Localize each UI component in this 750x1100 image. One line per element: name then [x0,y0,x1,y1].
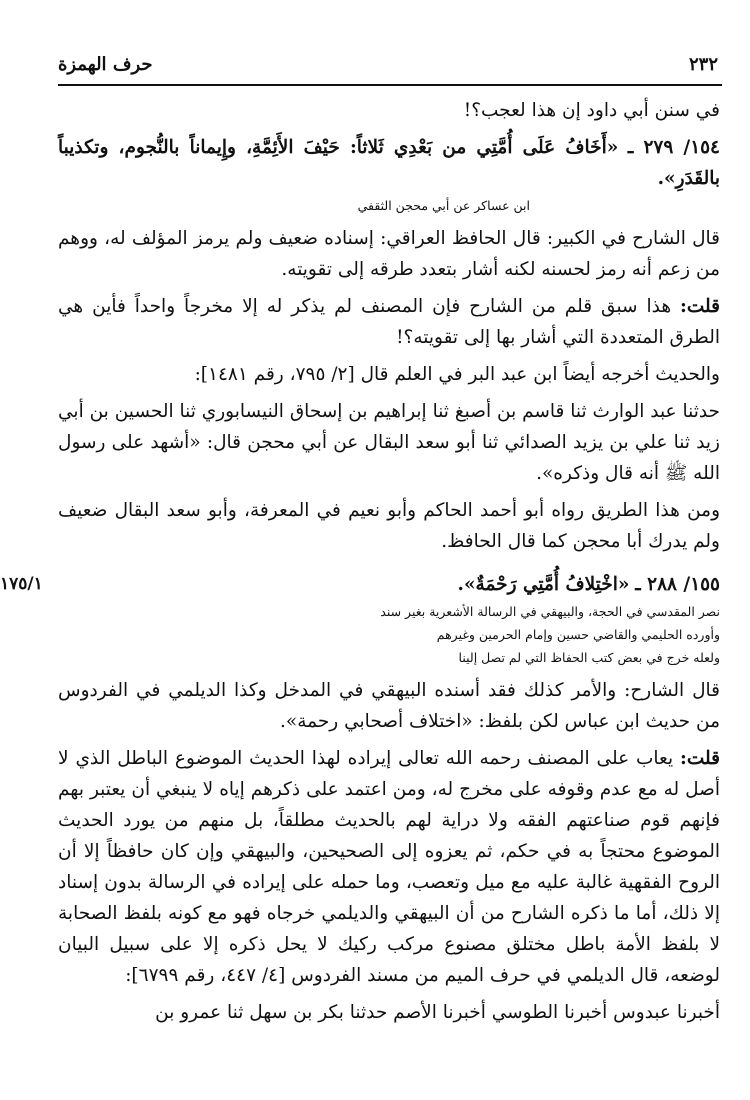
paragraph-isnad: أخبرنا عبدوس أخبرنا الطوسي أخبرنا الأصم حدثنا بكر بن سهل ثنا عمرو بن [155,1002,720,1023]
hadith-number: ١٥٥/ ٢٨٨ ـ [635,574,720,595]
hadith-source: وأورده الحليمي والقاضي حسين وإمام الحرمين وغيرهم [436,627,720,642]
page-body [0,95,720,1028]
hadith-number: ١٥٤/ ٢٧٩ ـ [627,137,720,158]
paragraph: في سنن أبي داود إن هذا لعجب؟! [463,100,720,121]
paragraph-comment [58,291,720,353]
paragraph-isnad: حدثنا عبد الوارث ثنا قاسم بن أصبغ ثنا إبراهيم بن إسحاق النيسابوري ثنا الحسين بن أبي زيد ثنا علي بن يزيد الصدائي ثنا أبو سعد البقال عن أبي محجن قال: «أشهد على رسول الله ﷺ أنه قال وذكره». [58,401,720,484]
hadith-entry-155 [0,569,720,600]
header-divider [58,84,722,86]
hadith-source: ابن عساكر عن أبي محجن الثقفي [357,198,530,213]
paragraph-comment [58,743,720,991]
comment-lead: قلت: [680,296,720,317]
hadith-text: «اخْتِلافُ أُمَّتِي رَحْمَةٌ». [457,574,630,595]
hadith-entry-154 [58,132,720,194]
page-number: ٢٣٢ [688,54,718,75]
hadith-source: ولعله خرج في بعض كتب الحفاظ التي لم تصل إلينا [458,650,720,665]
comment-text: يعاب على المصنف رحمه الله تعالى إيراده لهذا الحديث الموضوع الباطل الذي لا أصل له مع عدم وقوفه على مخرج له، ومن اعتمد على ذكرهم إياه لا ينبغي أن يعتبر بهم فإنهم قوم صناعتهم الفقه ولا دراية لهم بالحديث مطلقاً، بل منهم من يورد الحديث الموضوع محتجاً به في حكم، ثم يعزوه إلى الصحيحين، والبيهقي وإن كان حافظاً إلا أن الروح الفقهية غالبة عليه مع ميل وتعصب، وما حمله على إيراده في الرسالة بدون إسناد إلا ذلك، أما ما ذكره الشارح من أن البيهقي والديلمي خرجاه فهو مع كونه بلفظ الصحابة لا بلفظ الأمة باطل مختلق مصنوع مركب ركيك لا يحل ذكره إلا على سبيل البيان لوضعه، قال الديلمي في حرف الميم من مسند الفردوس [٤/ ٤٤٧، رقم ٦٧٩٩]: [58,748,720,986]
hadith-source: نصر المقدسي في الحجة، والبيهقي في الرسالة الأشعرية بغير سند [380,604,720,619]
paragraph: ومن هذا الطريق رواه أبو أحمد الحاكم وأبو نعيم في المعرفة، وأبو سعد البقال ضعيف ولم يدرك أبا محجن كما قال الحافظ. [58,500,720,552]
paragraph: والحديث أخرجه أيضاً ابن عبد البر في العلم قال [٢/ ٧٩٥، رقم ١٤٨١]: [194,364,720,385]
paragraph: قال الشارح: والأمر كذلك فقد أسنده البيهقي في المدخل وكذا الديلمي في الفردوس من حديث ابن عباس لكن بلفظ: «اختلاف أصحابي رحمة». [58,680,720,732]
page-header [58,54,718,82]
comment-lead: قلت: [680,748,720,769]
comment-text: هذا سبق قلم من الشارح فإن المصنف لم يذكر له إلا مخرجاً واحداً فأين هي الطرق المتعددة التي أشار بها إلى تقويته؟! [58,296,720,348]
chapter-title: حرف الهمزة [58,54,153,75]
hadith-text: «أَخَافُ عَلَى أُمَّتِي من بَعْدِي ثَلاثاً: حَيْفَ الأَئِمَّةِ، وإِيماناً بالنُّجوم، وتكذيباً بالقَدَرِ». [58,137,720,189]
paragraph: قال الشارح في الكبير: قال الحافظ العراقي: إسناده ضعيف ولم يرمز المؤلف له، ووهم من زعم أنه رمز لحسنه لكنه أشار بتعدد طرقه إلى تقويته. [58,228,720,280]
margin-reference: ١٧٥/١ [0,574,43,594]
